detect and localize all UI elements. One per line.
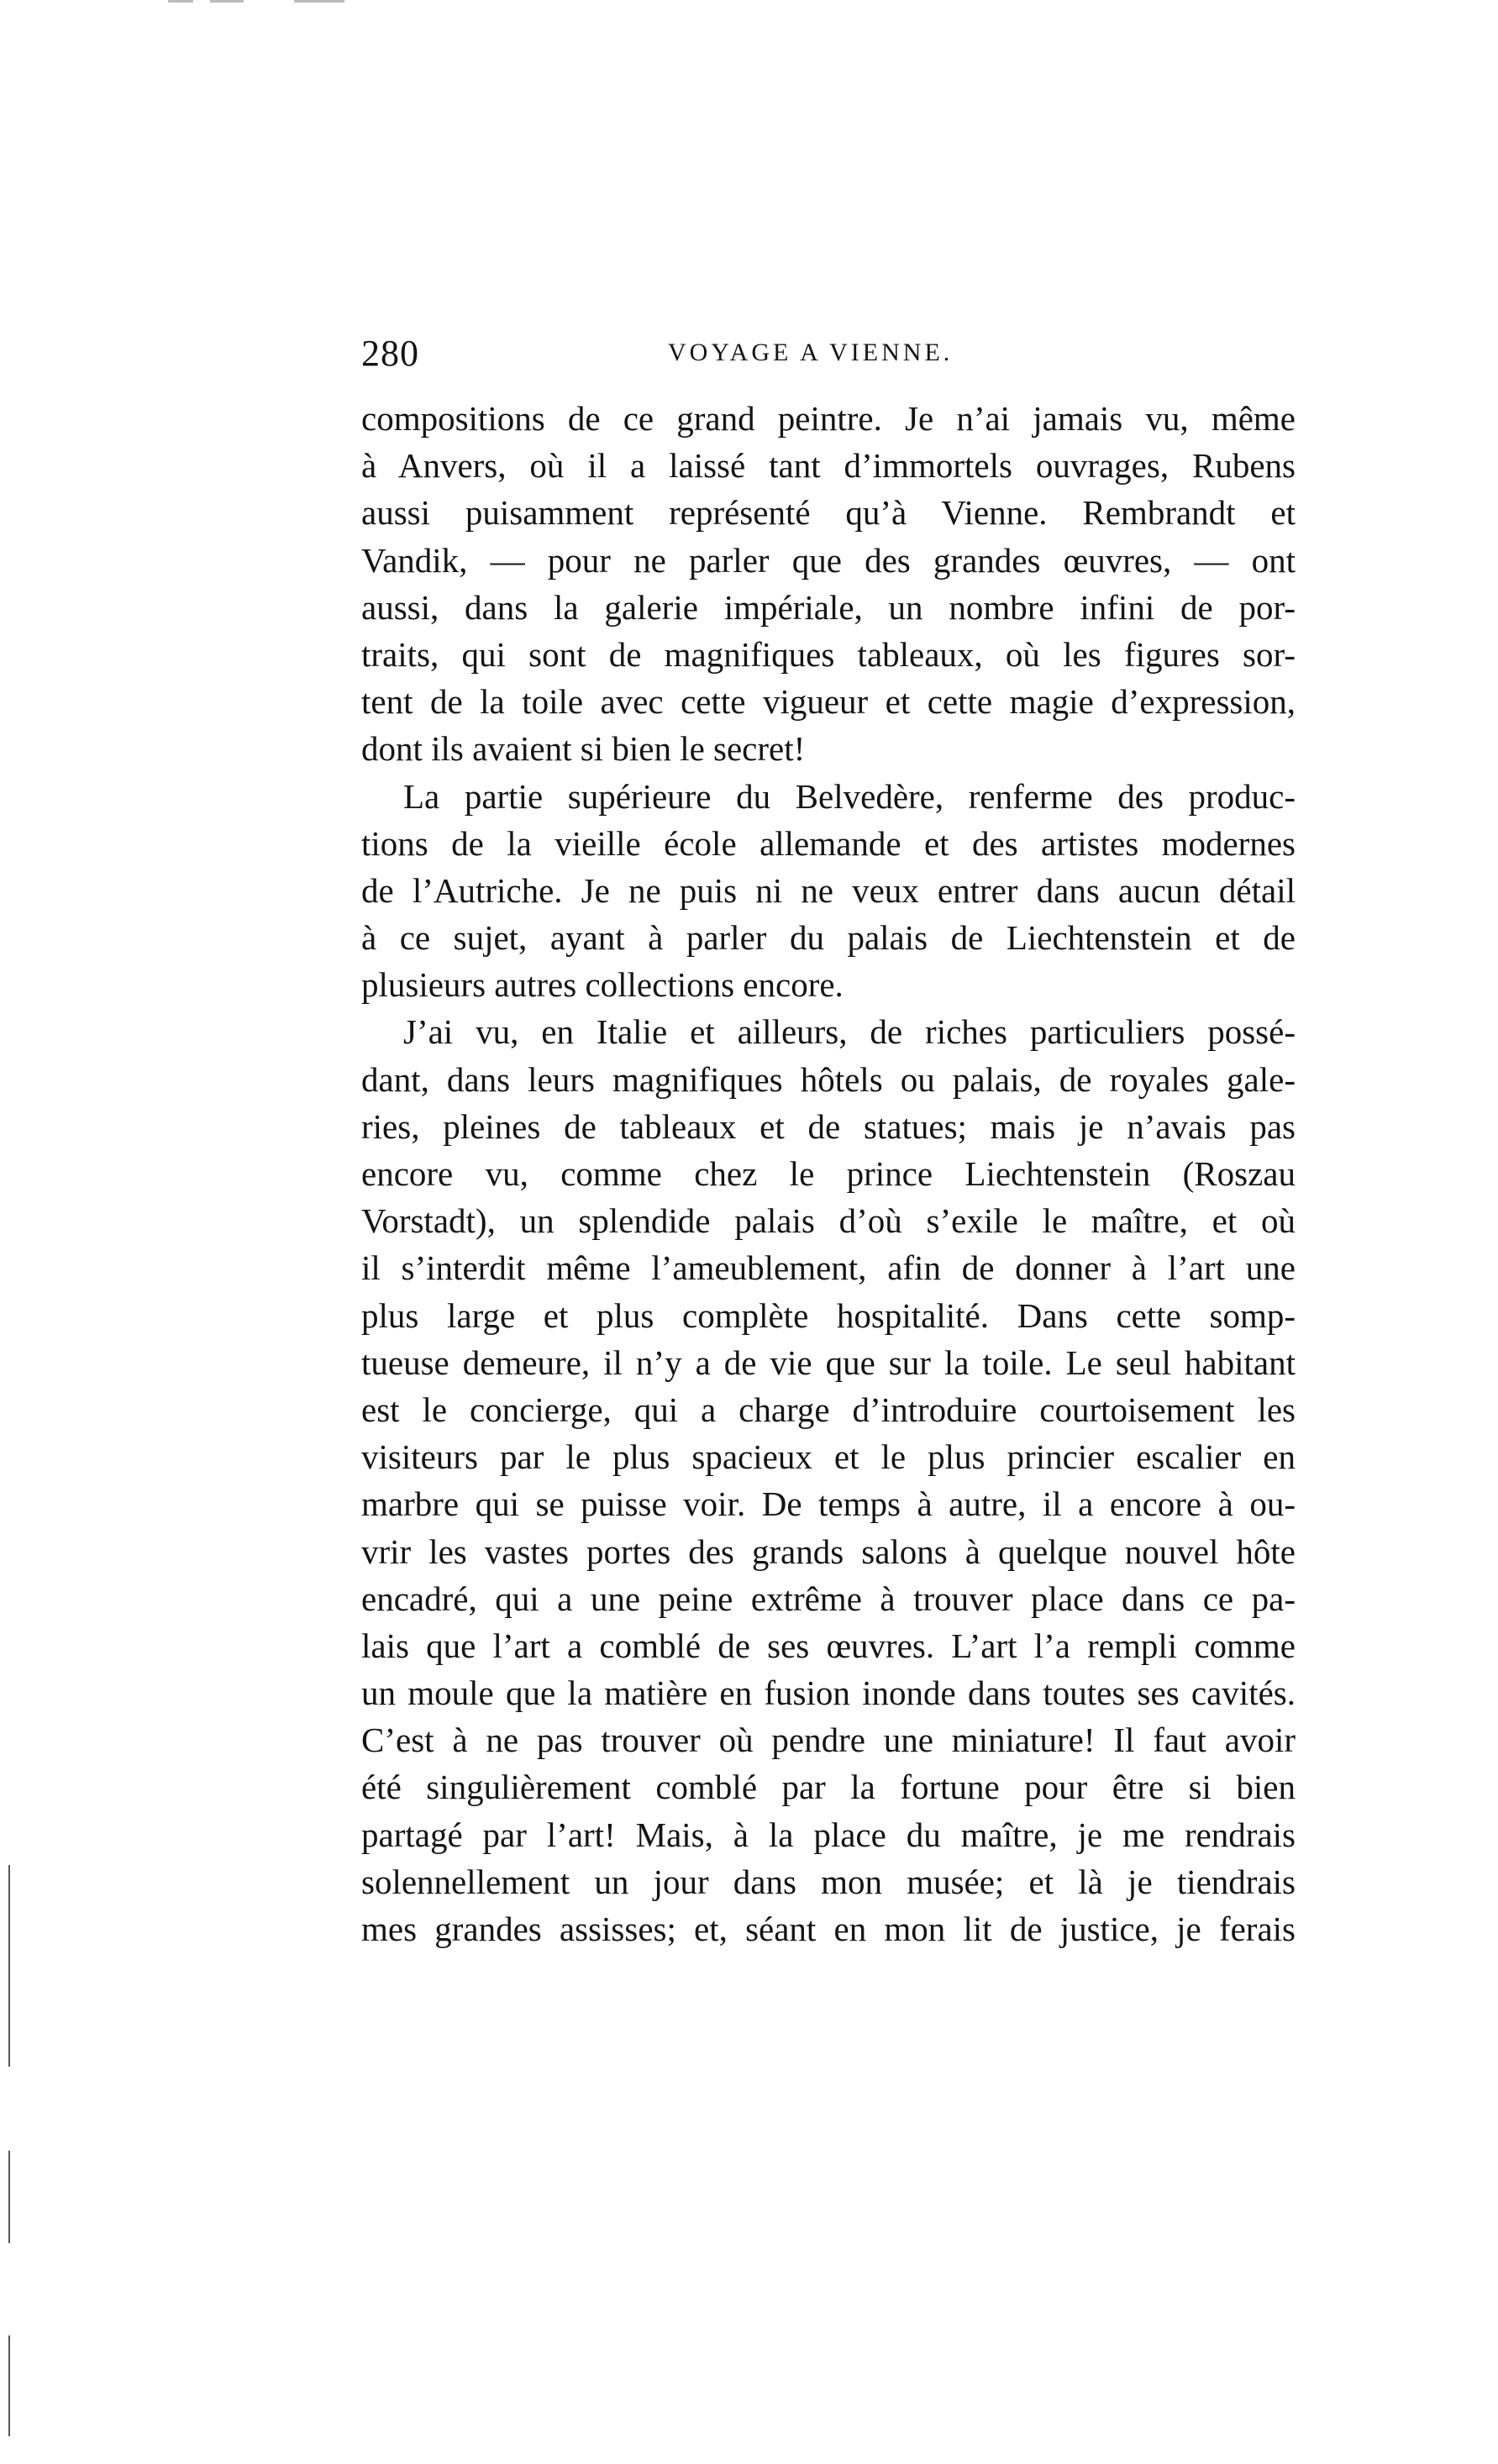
text-line: un moule que la matière en fusion inonde dans toutes ses cavités.	[361, 1673, 1296, 1713]
text-line: dant, dans leurs magnifiques hôtels ou palais, de royales gale-	[361, 1059, 1296, 1099]
text-line: plusieurs autres collections encore.	[361, 965, 844, 1005]
text-line: tueuse demeure, il n’y a de vie que sur la toile. Le seul habitant	[361, 1342, 1296, 1382]
text-line: à ce sujet, ayant à parler du palais de Liechtenstein et de	[361, 918, 1296, 958]
text-line: mes grandes assisses; et, séant en mon lit de justice, je ferais	[361, 1910, 1296, 1948]
text-line: traits, qui sont de magnifiques tableaux, où les figures sor-	[361, 634, 1296, 674]
text-line: tions de la vieille école allemande et des artistes modernes	[361, 823, 1296, 863]
left-margin-mark	[8, 2335, 10, 2436]
page-number: 280	[361, 333, 419, 374]
top-edge-mark	[168, 0, 193, 3]
text-line: Vandik, — pour ne parler que des grandes œuvres, — ont	[361, 540, 1296, 580]
text-line: vrir les vastes portes des grands salons à quelque nouvel hôte	[361, 1531, 1296, 1571]
left-margin-mark	[8, 2151, 10, 2243]
text-line: compositions de ce grand peintre. Je n’ai jamais vu, même	[361, 399, 1296, 438]
body-text	[361, 395, 1296, 1952]
text-line: C’est à ne pas trouver où pendre une miniature! Il faut avoir	[361, 1721, 1296, 1760]
text-line: encadré, qui a une peine extrême à trouver place dans ce pa-	[361, 1579, 1296, 1618]
text-line: dont ils avaient si bien le secret!	[361, 729, 806, 769]
text-line: J’ai vu, en Italie et ailleurs, de riches particuliers possé-	[403, 1012, 1296, 1052]
text-line: Vorstadt), un splendide palais d’où s’exile le maître, et où	[361, 1201, 1296, 1241]
text-line: est le concierge, qui a charge d’introduire courtoisement les	[361, 1390, 1296, 1429]
text-line: lais que l’art a comblé de ses œuvres. L’art l’a rempli comme	[361, 1626, 1296, 1665]
text-line: plus large et plus complète hospitalité. Dans cette somp-	[361, 1295, 1296, 1335]
text-line: visiteurs par le plus spacieux et le plus princier escalier en	[361, 1437, 1296, 1477]
top-edge-mark	[210, 0, 244, 3]
text-line: de l’Autriche. Je ne puis ni ne veux entrer dans aucun détail	[361, 870, 1296, 910]
text-line: La partie supérieure du Belvedère, renferme des produc-	[403, 776, 1296, 816]
text-line: aussi puisamment représenté qu’à Vienne. Rembrandt et	[361, 493, 1296, 533]
top-edge-mark	[294, 0, 344, 3]
text-line: il s’interdit même l’ameublement, afin de donner à l’art une	[361, 1248, 1296, 1288]
text-line: partagé par l’art! Mais, à la place du maître, je me rendrais	[361, 1815, 1296, 1854]
running-title: VOYAGE A VIENNE.	[668, 339, 954, 366]
text-line: tent de la toile avec cette vigueur et cette magie d’expression,	[361, 682, 1296, 722]
left-margin-mark	[8, 1865, 10, 2067]
running-head	[361, 332, 1294, 382]
text-line: à Anvers, où il a laissé tant d’immortels ouvrages, Rubens	[361, 446, 1296, 486]
text-line: ries, pleines de tableaux et de statues; mais je n’avais pas	[361, 1106, 1296, 1146]
text-line: solennellement un jour dans mon musée; et là je tiendrais	[361, 1862, 1296, 1901]
text-line: été singulièrement comblé par la fortune pour être si bien	[361, 1768, 1296, 1807]
text-line: aussi, dans la galerie impériale, un nombre infini de por-	[361, 587, 1296, 627]
text-line: marbre qui se puisse voir. De temps à autre, il a encore à ou-	[361, 1484, 1296, 1524]
text-line: encore vu, comme chez le prince Liechtenstein (Roszau	[361, 1154, 1296, 1193]
